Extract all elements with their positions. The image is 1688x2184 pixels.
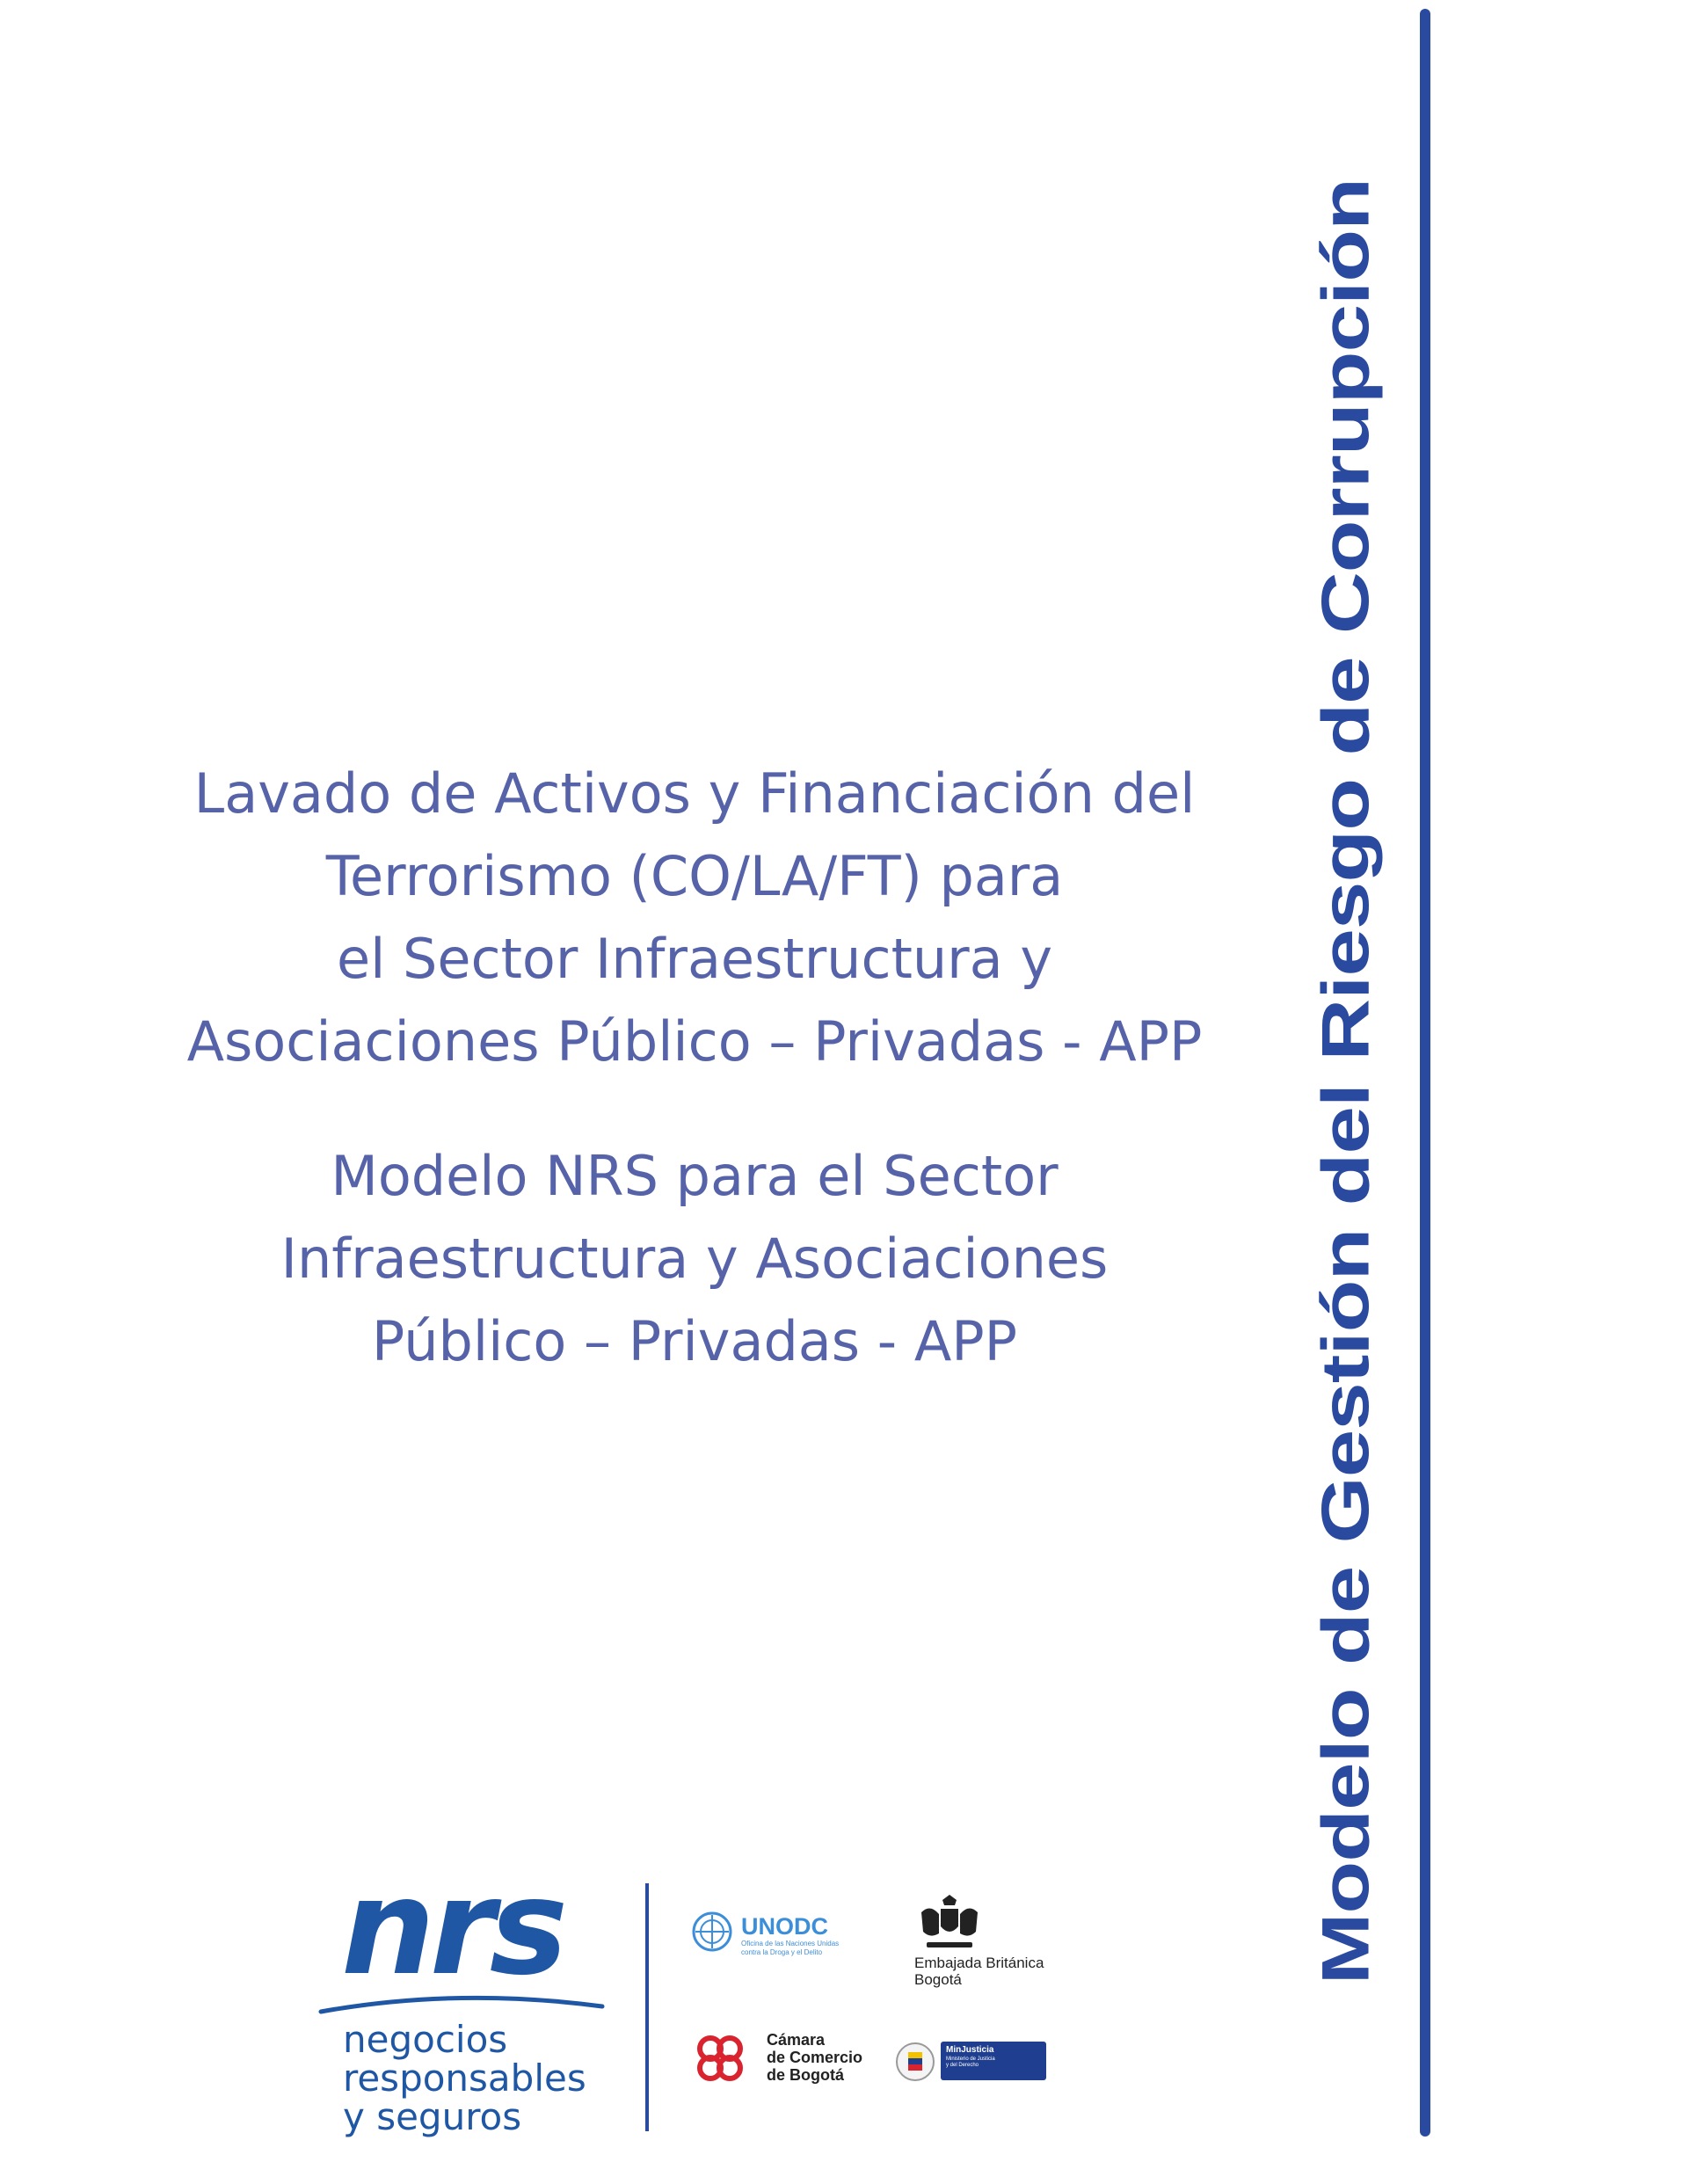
ccb-line: de Bogotá (767, 2066, 844, 2084)
unodc-logo (690, 1908, 866, 1961)
subtitle-block-1 (79, 753, 1310, 1083)
ccb-text (767, 2031, 862, 2084)
subtitle-line: Lavado de Activos y Financiación del (193, 761, 1196, 826)
nrs-wordmark: nrs (341, 1852, 564, 2005)
embassy-text (914, 1955, 1044, 1988)
minjusticia-subtitle-line: y del Derecho (946, 2063, 979, 2068)
minjusticia-box (941, 2042, 1046, 2080)
unodc-subtitle-line: contra la Droga y el Delito (741, 1948, 823, 1956)
subtitle-line: Público – Privadas - APP (371, 1309, 1018, 1373)
unodc-name: UNODC (741, 1913, 828, 1940)
un-emblem-icon (690, 1910, 734, 1954)
minjusticia-logo (895, 2042, 1049, 2082)
ccb-emblem-icon (695, 2033, 761, 2086)
nrs-tagline-line: negocios (343, 2018, 508, 2061)
minjusticia-subtitle-line: Ministerio de Justicia (946, 2057, 995, 2062)
ccb-logo (695, 2031, 870, 2093)
side-rule (1420, 9, 1430, 2137)
footer-divider (645, 1883, 649, 2131)
embassy-line: Embajada Británica (914, 1955, 1044, 1971)
embassy-line: Bogotá (914, 1971, 962, 1988)
subtitle-block-2 (79, 1135, 1310, 1383)
vertical-title-text: Modelo de Gestión del Riesgo de Corrupción (1306, 178, 1383, 1985)
ccb-line: de Comercio (767, 2049, 863, 2066)
minjusticia-subtitle (946, 2057, 995, 2069)
subtitle-line: el Sector Infraestructura y (336, 927, 1053, 991)
minjusticia-name: MinJusticia (946, 2045, 994, 2055)
nrs-swoosh-icon (316, 1992, 607, 2019)
nrs-tagline (343, 2020, 586, 2137)
subtitle-line: Asociaciones Público – Privadas - APP (186, 1009, 1203, 1074)
nrs-tagline-line: y seguros (343, 2095, 522, 2138)
ccb-line: Cámara (767, 2031, 826, 2049)
british-embassy-logo (914, 1895, 1090, 1991)
subtitle-line: Modelo NRS para el Sector (331, 1144, 1059, 1208)
subtitle-line: Infraestructura y Asociaciones (280, 1227, 1109, 1291)
nrs-logo (316, 1852, 607, 2138)
unodc-subtitle-line: Oficina de las Naciones Unidas (741, 1940, 840, 1947)
unodc-subtitle (741, 1940, 839, 1957)
subtitle-line: Terrorismo (CO/LA/FT) para (325, 844, 1064, 908)
nrs-tagline-line: responsables (343, 2057, 586, 2100)
royal-coat-of-arms-icon (914, 1895, 985, 1953)
colombia-shield-icon (895, 2042, 935, 2082)
